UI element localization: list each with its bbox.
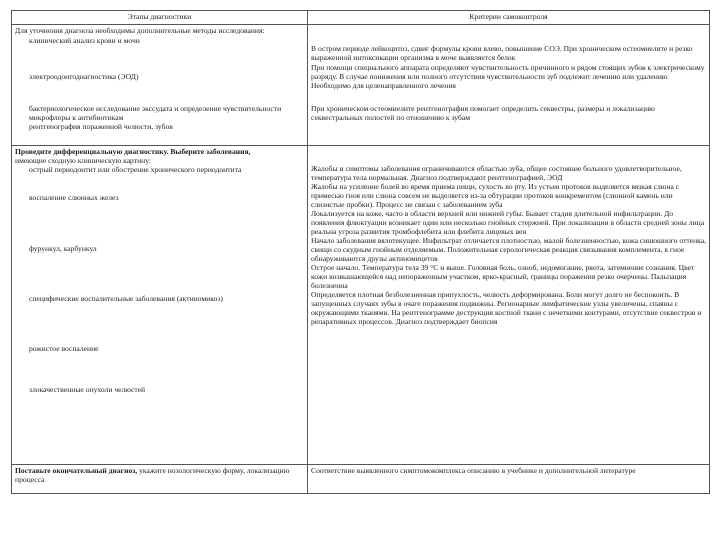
criterion-periodontitis: Жалобы и симптомы заболевания ограничиваются областью зуба, общее состояние больного удовлетворительное, температура тела нормальная. Диагноз подтверждают рентгенографией, ЭОД: [311, 164, 682, 182]
criterion-tumors: Определяется плотная безболезненная припухлость, челюсть деформирована. Боли могут долго не беспокоить. В запущенных случаях зубы в очаге поражения подвижны. Регионарные лимфатические узлы увеличены, спаяны с окружающими тканями. На рентгенограмме деструкция костной ткани с нечеткими контурами, отсутствие секвестров и репаративных процессов. Диагноз подтверждает биопсия: [311, 290, 702, 326]
criterion-salivary: Жалобы на усиление болей во время приема пищи, сухость во рту. Из устьев протоков выделяется вязкая слюна с примесью гноя или слюна совсем не выделяется из-за обтурации протоков конкрементом (слюнной камень или слизистые пробки). Процесс не связан с заболеванием зуба: [311, 182, 680, 209]
criterion-furuncle: Локализуется на коже, часто в области верхней или нижней губы. Бывает стадия длительной инфильтрации. До появления флюктуации возникает один или несколько гнойных стержней. При локализации в области средней зоны лица реальна угроза развития тромбофлебита или флебита лицевых вен: [311, 209, 705, 236]
methods-criteria-cell: [308, 25, 710, 146]
table-row-final: [12, 465, 710, 494]
table-row-differential: [12, 146, 710, 465]
method-item-xray: рентгенография пораженной челюсти, зубов: [29, 122, 173, 131]
final-instruction-rest: укажите нозологическую форму, локализацию процесса: [15, 466, 290, 484]
method-item-bacteriology: бактериологическое исследование экссудата и определение чувствительности микрофлоры к антибиотикам: [29, 104, 282, 122]
final-instruction-bold: Поставьте окончательный диагноз,: [15, 466, 138, 475]
differential-intro-rest: имеющие сходную клиническую картину:: [15, 156, 152, 165]
table-header-row: [12, 11, 710, 25]
table-row-methods: [12, 25, 710, 146]
final-criteria-cell: [308, 465, 710, 494]
disease-tumors: злокачественные опухоли челюстей: [29, 385, 146, 394]
differential-intro-bold: Проведите дифференциальную диагностику. Выберите заболевания,: [15, 147, 251, 156]
header-criteria: Критерии самоконтроля: [308, 11, 710, 25]
differential-stages-cell: [12, 146, 308, 465]
criterion-eod: При помощи специального аппарата определяют чувствительность причинного и рядом стоящих зубов к электрическому разряду. В случае понижения или полного отсутствия чувствительности зуб подлежит лечению или удалению: [311, 63, 705, 81]
disease-salivary: воспаление слюнных желез: [29, 193, 119, 202]
criterion-final: Соответствие выявленного симптомокомплекса описанию в учебнике и дополнительной литературе: [311, 466, 636, 475]
method-item-eod: электроодонтодиагностика (ЭОД): [29, 72, 139, 81]
criterion-actinomycosis: Начало заболевания вялотекущее. Инфильтрат отличается плотностью, малой болезненностью, кожа синюшного оттенка, свищи со скудным гнойным отделяемым. Положительная серологическая реакция связывания комплемента, в гное обнаруживаются друзы актиномицетов: [311, 236, 706, 263]
methods-stages-cell: [12, 25, 308, 146]
final-stages-cell: [12, 465, 308, 494]
criterion-bacteriology: Необходимо для целенаправленного лечения: [311, 81, 456, 90]
differential-criteria-cell: [308, 146, 710, 465]
method-item-blood-urine: клинический анализ крови и мочи: [29, 36, 140, 45]
disease-erysipelas: рожистое воспаление: [29, 344, 99, 353]
criterion-xray: При хроническом остеомиелите рентгенография помогает определить секвестры, размеры и локализацию секвестральных полостей по отношению к зубам: [311, 104, 655, 122]
disease-furuncle: фурункул, карбункул: [29, 244, 97, 253]
criterion-erysipelas: Острое начало. Температура тела 39 °С и выше. Головная боль, озноб, недомогание, рвота, затемнение сознания. Цвет кожи возвышающейся над непораженным участком, ярко-красный, границы поражения резко очерчены. Пальпация болезненна: [311, 263, 695, 290]
disease-actinomycosis: специфические воспалительные заболевания (актиномикоз): [29, 294, 223, 303]
disease-periodontitis: острый периодонтит или обострение хронического периодонтита: [29, 165, 242, 174]
criterion-blood-urine: В остром периоде лейкоцитоз, сдвиг формулы крови влево, повышение СОЭ. При хроническом остеомиелите и резко выраженной интоксикации организма в моче выявляется белок: [311, 44, 693, 62]
header-stages: Этапы диагностики: [12, 11, 308, 25]
methods-intro: Для уточнения диагноза необходимы дополнительные методы исследования:: [15, 26, 265, 35]
diagnostics-table: [11, 10, 710, 494]
